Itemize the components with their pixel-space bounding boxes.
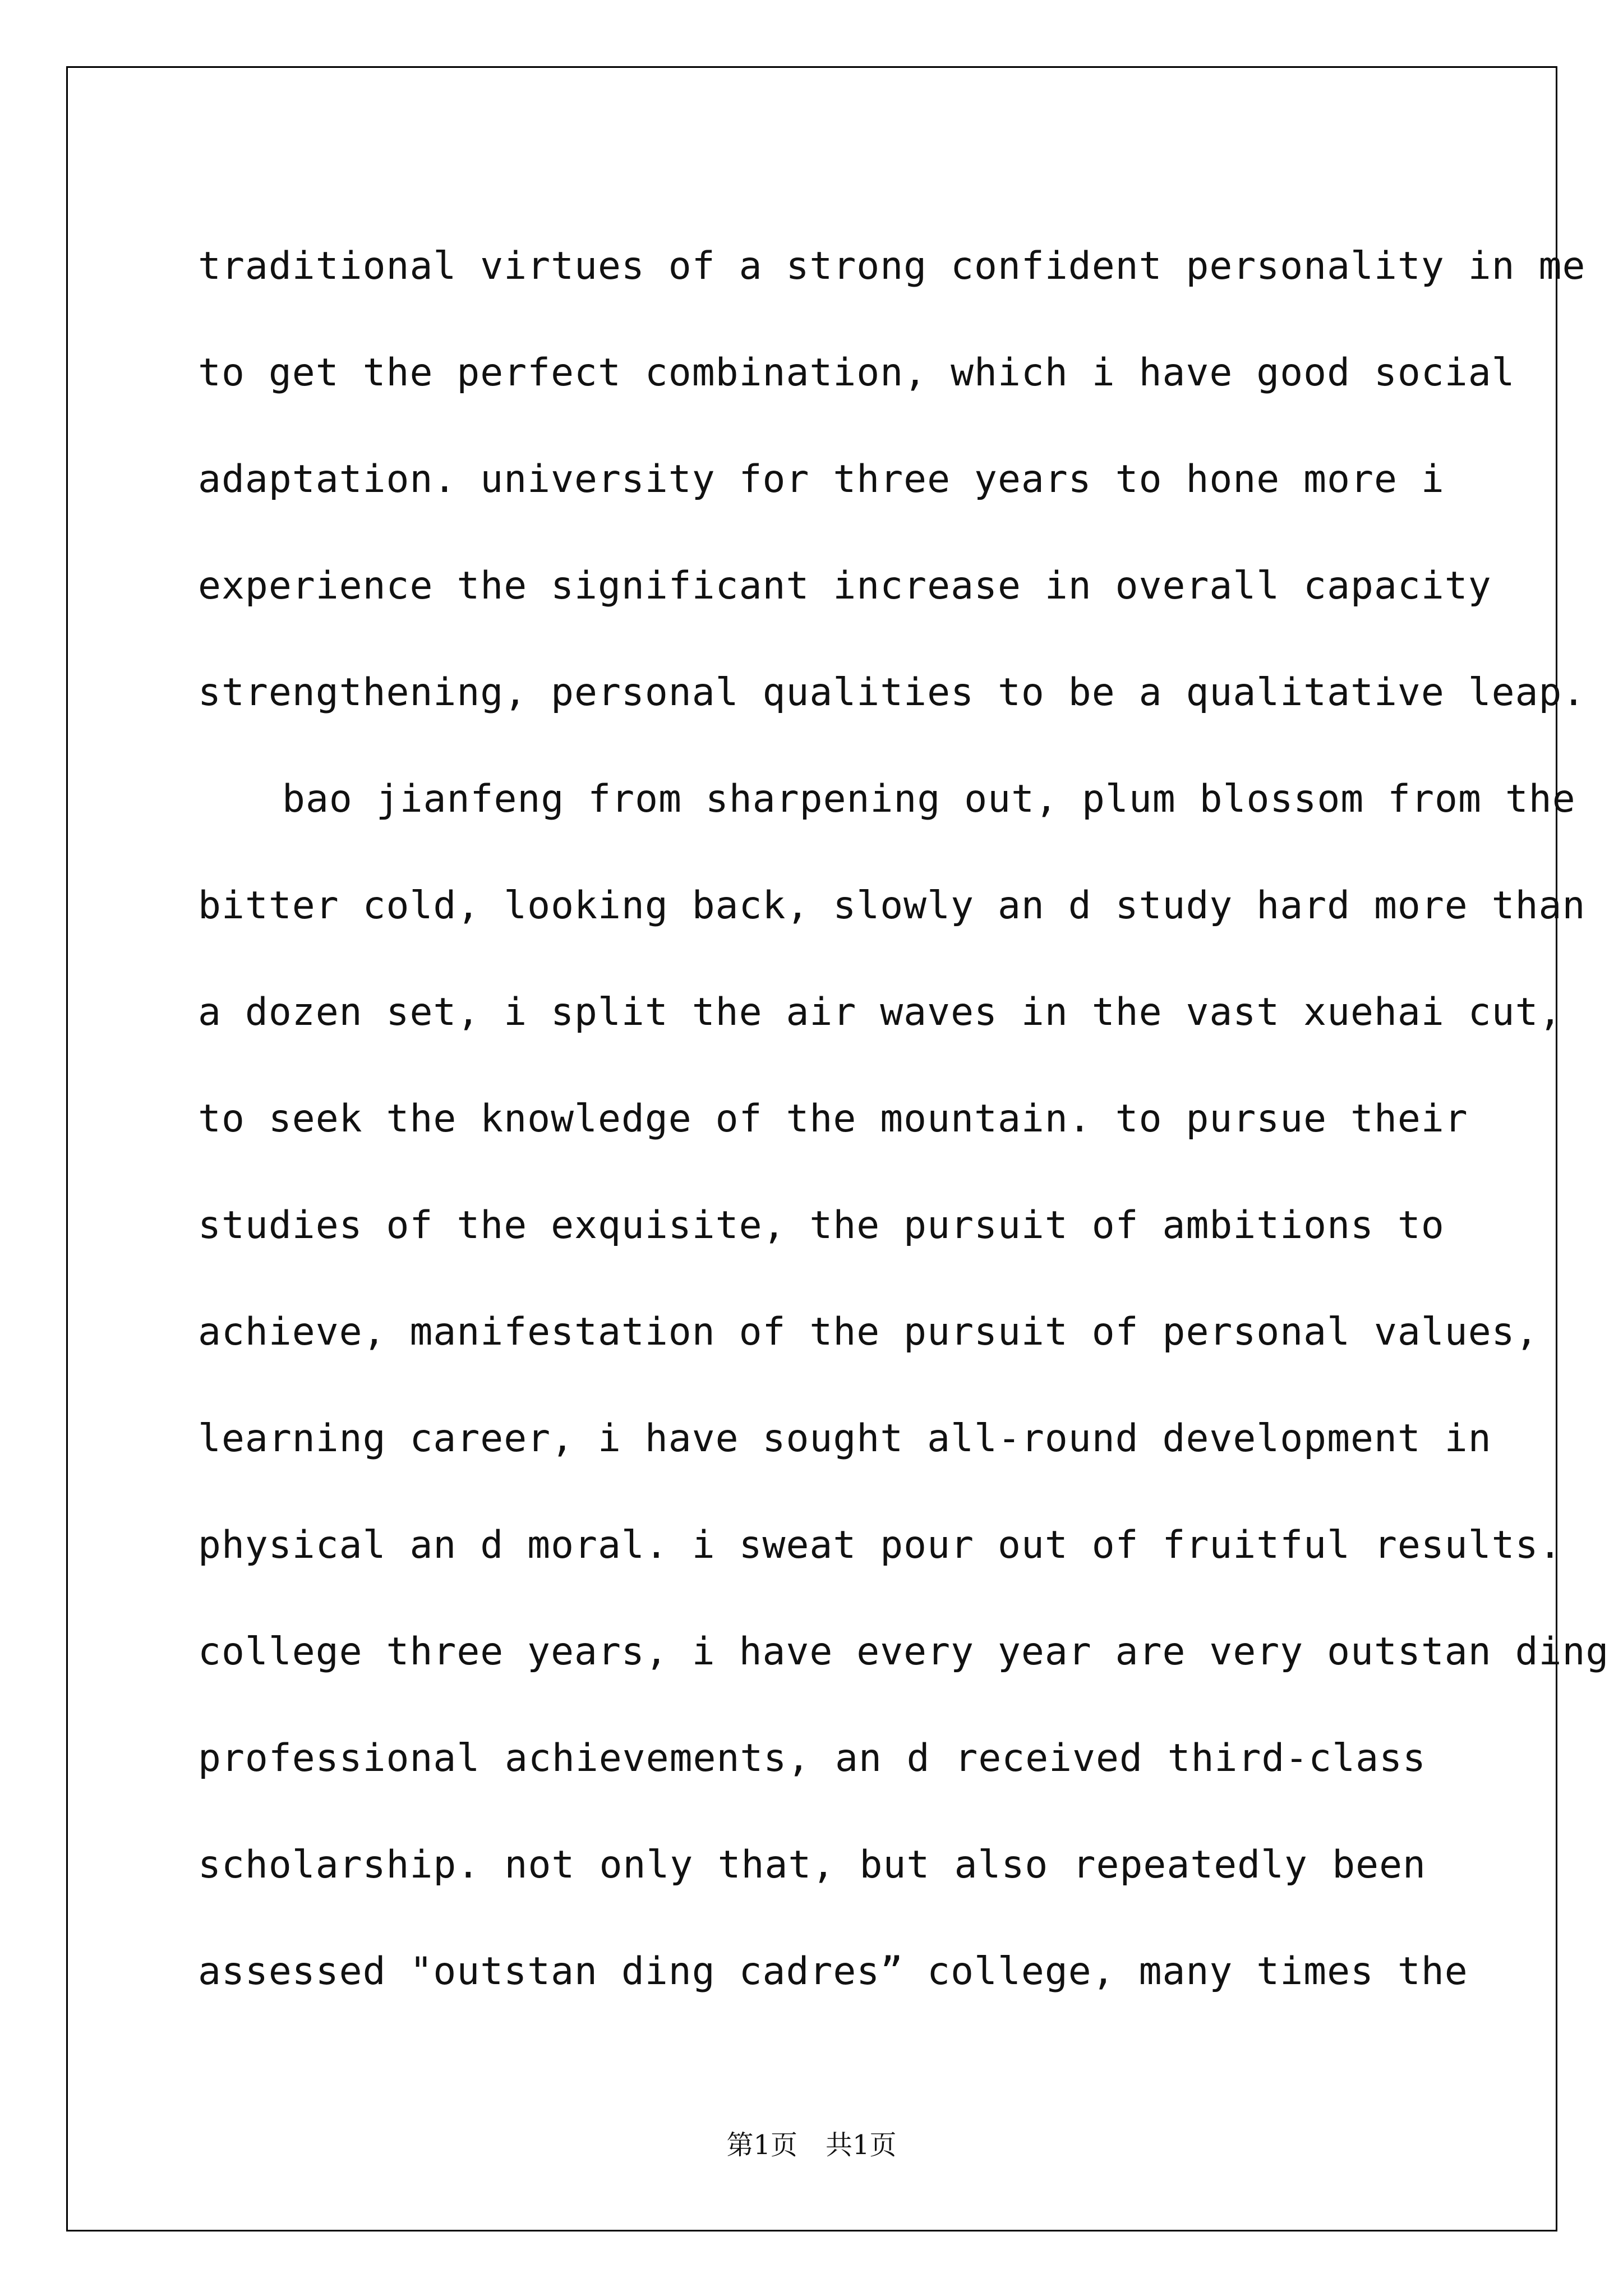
text-line: scholarship. not only that, but also repeatedly been	[198, 1843, 1426, 1887]
text-line: physical an d moral. i sweat pour out of fruitful results.	[198, 1523, 1562, 1567]
text-line: college three years, i have every year are very outstan ding	[198, 1630, 1610, 1674]
total-pages: 共1页	[826, 2129, 897, 2161]
text-line: experience the significant increase in overall capacity	[198, 564, 1492, 608]
text-line: to get the perfect combination, which i have good social	[198, 351, 1515, 395]
text-line: traditional virtues of a strong confident personality in me	[198, 244, 1586, 288]
text-line: a dozen set, i split the air waves in the vast xuehai cut,	[198, 990, 1562, 1034]
paragraph-first-line: bao jianfeng from sharpening out, plum blossom from the	[282, 777, 1576, 821]
document-body	[198, 213, 1610, 2025]
page-footer	[0, 2123, 1623, 2162]
page-number: 第1页	[726, 2129, 797, 2161]
text-line: bitter cold, looking back, slowly an d study hard more than	[198, 884, 1586, 928]
text-line: studies of the exquisite, the pursuit of ambitions to	[198, 1203, 1445, 1248]
text-line: strengthening, personal qualities to be a qualitative leap.	[198, 670, 1586, 715]
text-line: adaptation. university for three years to hone more i	[198, 457, 1445, 501]
text-line: learning career, i have sought all-round development in	[198, 1416, 1492, 1461]
text-line: achieve, manifestation of the pursuit of personal values,	[198, 1310, 1539, 1354]
text-line: professional achievements, an d received third-class	[198, 1736, 1426, 1780]
text-line: to seek the knowledge of the mountain. to pursue their	[198, 1097, 1468, 1141]
text-line: assessed "outstan ding cadres” college, many times the	[198, 1949, 1468, 1994]
